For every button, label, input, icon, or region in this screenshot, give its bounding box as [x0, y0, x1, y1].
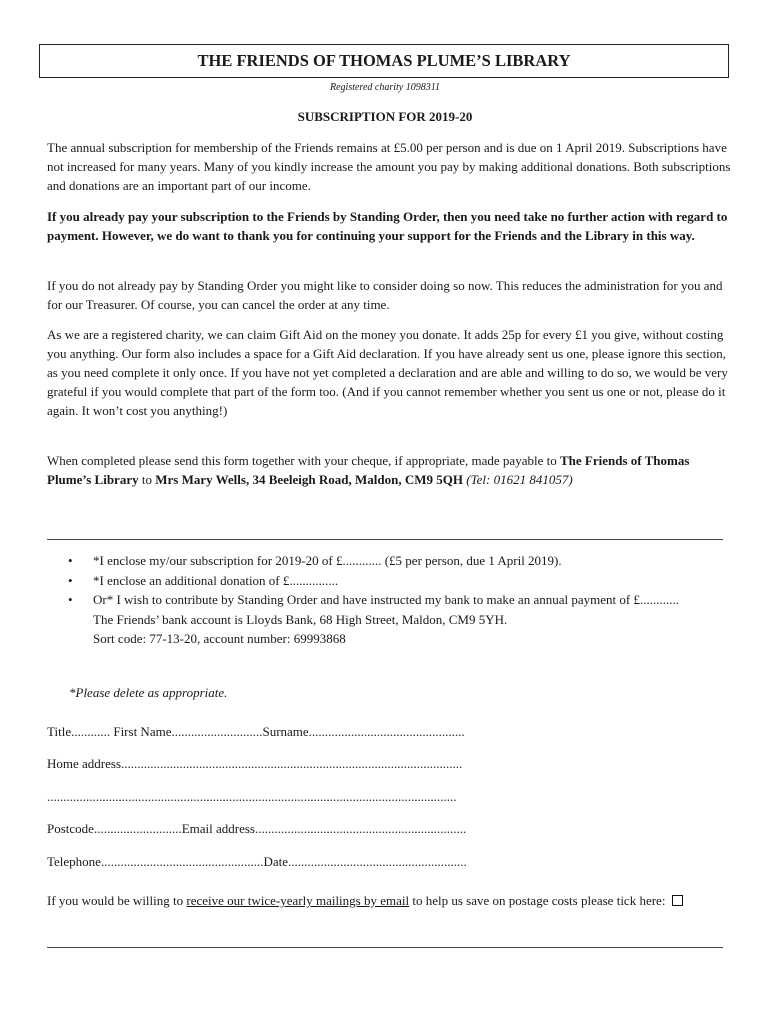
subscription-option: *I enclose my/our subscription for 2019-20 of £............ (£5 per person, due 1 April 2019). — [93, 553, 562, 568]
delete-note: *Please delete as appropriate. — [69, 685, 228, 700]
payment-options-list — [47, 551, 731, 649]
sort-code-details: Sort code: 77-13-20, account number: 69993868 — [93, 631, 346, 646]
list-item — [68, 590, 731, 649]
subscription-heading: SUBSCRIPTION FOR 2019-20 — [297, 109, 473, 124]
section-divider-top — [47, 539, 723, 540]
email-mailing-consent — [47, 891, 731, 910]
home-address-field[interactable]: Home address......................................................................................................... — [47, 756, 463, 771]
section-divider-bottom — [47, 947, 723, 948]
email-consent-text: If you would be willing to — [47, 893, 187, 908]
email-consent-checkbox[interactable] — [672, 895, 683, 906]
intro-paragraph: The annual subscription for membership of the Friends remains at £5.00 per person and is due on 1 April 2019. Subscriptions have not increased for many years. Many of you kindly increase the amount you pay by making additional donations. Both subscriptions and donations are an important part of our income. — [47, 140, 731, 193]
bullet-icon: • — [68, 572, 73, 588]
send-instructions-text: When completed please send this form together with your cheque, if appropriate, made payable to — [47, 453, 560, 468]
charity-number: Registered charity 1098311 — [330, 82, 440, 93]
email-consent-text-end: to help us save on postage costs please tick here: — [409, 893, 669, 908]
name-fields-line[interactable]: Title............ First Name............................Surname................................................ — [47, 724, 465, 739]
postcode-email-fields[interactable]: Postcode...........................Email address................................................................. — [47, 821, 467, 836]
bullet-icon: • — [68, 592, 73, 607]
donation-option: *I enclose an additional donation of £............... — [93, 572, 339, 588]
treasurer-telephone: (Tel: 01621 841057) — [463, 472, 573, 487]
telephone-date-fields[interactable]: Telephone..................................................Date....................................................... — [47, 854, 467, 869]
treasurer-address: Mrs Mary Wells, 34 Beeleigh Road, Maldon, CM9 5QH — [155, 472, 463, 487]
payee-name: The Friends of Thomas Plume’s Library — [47, 453, 690, 487]
send-to-text: to — [138, 472, 156, 487]
address-line-2-field[interactable]: .............................................................................................................................. — [47, 789, 457, 804]
standing-order-option: Or* I wish to contribute by Standing Order and have instructed my bank to make an annual payment of £............ — [93, 592, 679, 607]
gift-aid-paragraph: As we are a registered charity, we can claim Gift Aid on the money you donate. It adds 25p for every £1 you give, without costing you anything. Our form also includes a space for a Gift Aid declaration. If you have already sent us one, please ignore this section, as you need complete it only once. If you have not yet completed a declaration and are able and willing to do so, we would be very grateful if you would complete that part of the form too. (And if you cannot remember whether you sent us one or not, please do it again. It won’t cost you anything!) — [47, 327, 728, 418]
bank-account-details: The Friends’ bank account is Lloyds Bank, 68 High Street, Maldon, CM9 5YH. — [93, 611, 508, 627]
list-item — [68, 551, 731, 571]
list-item — [68, 571, 731, 591]
send-instructions — [47, 451, 731, 489]
standing-order-notice: If you already pay your subscription to the Friends by Standing Order, then you need take no further action with regard to payment. However, we do want to thank you for continuing your support for the Friends and the Library in this way. — [47, 209, 728, 243]
standing-order-suggestion: If you do not already pay by Standing Order you might like to consider doing so now. This reduces the administration for you and for our Treasurer. Of course, you can cancel the order at any time. — [47, 278, 723, 312]
email-mailing-link: receive our twice-yearly mailings by email — [186, 893, 410, 908]
bullet-icon: • — [68, 553, 73, 568]
page-title: THE FRIENDS OF THOMAS PLUME’S LIBRARY — [39, 44, 729, 78]
